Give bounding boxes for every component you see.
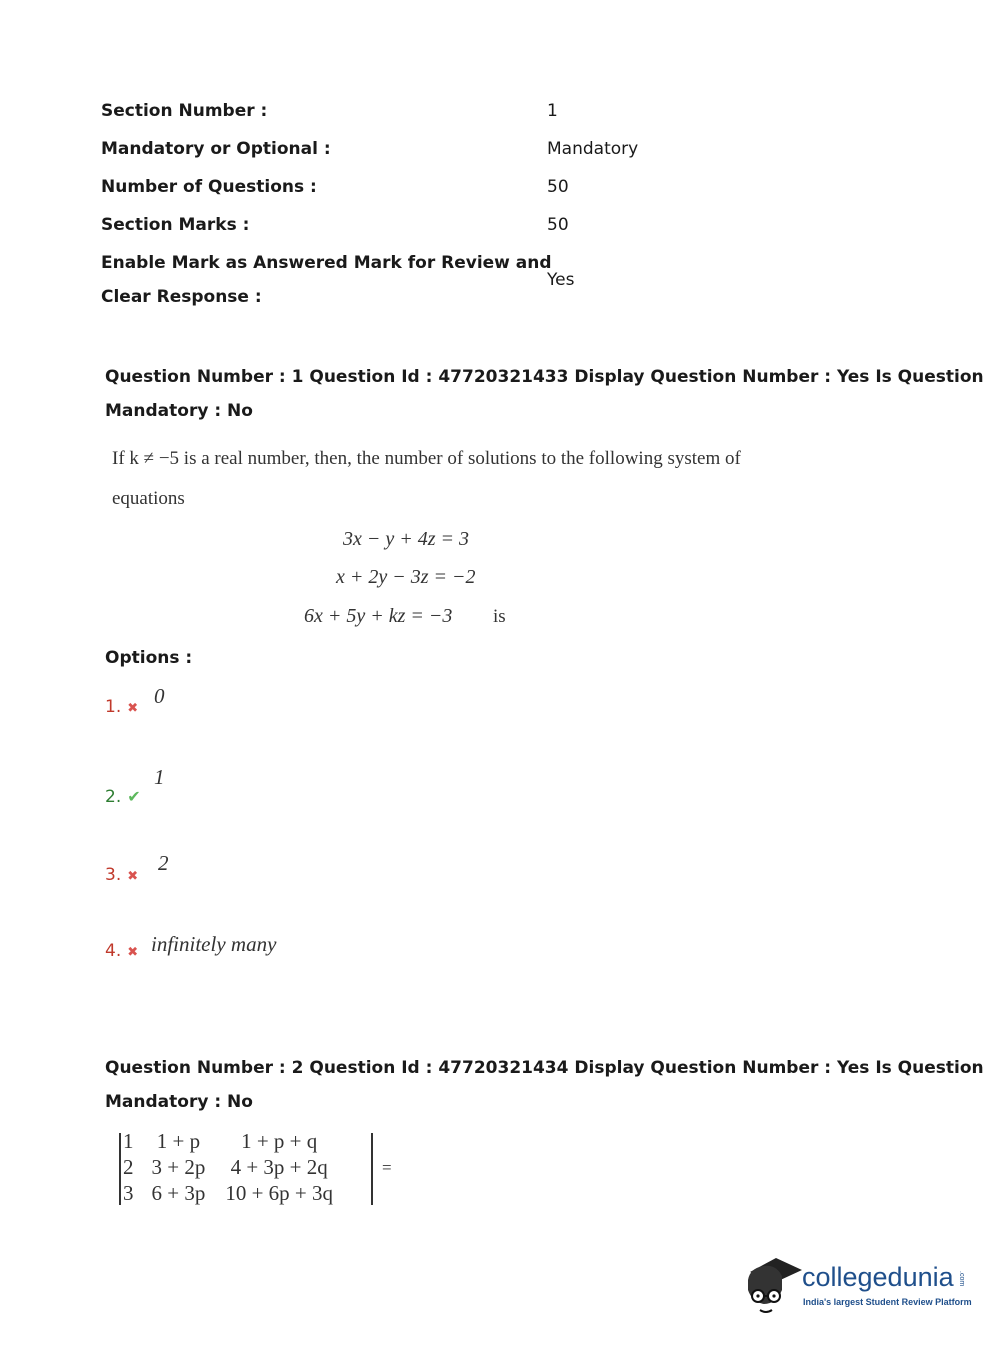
det-cell: 3 + 2p bbox=[151, 1155, 206, 1179]
options-label: Options : bbox=[105, 648, 193, 668]
determinant bbox=[119, 1128, 343, 1206]
q1-header-line2: Mandatory : No bbox=[105, 401, 253, 421]
enable-mark-label-line2: Clear Response : bbox=[101, 287, 262, 307]
q2-header-line1: Question Number : 2 Question Id : 47720321434 Display Question Number : Yes Is Question bbox=[105, 1058, 984, 1078]
q1-text-line2: equations bbox=[112, 488, 185, 509]
det-cell: 1 + p + q bbox=[241, 1129, 318, 1153]
section-marks-label: Section Marks : bbox=[101, 215, 250, 235]
logo-wordmark: collegedunia bbox=[802, 1262, 954, 1292]
det-cell: 3 bbox=[123, 1181, 134, 1205]
determinant-row bbox=[119, 1180, 343, 1206]
option-2-num: 2. bbox=[105, 787, 122, 807]
option-2-value: 1 bbox=[154, 765, 165, 789]
logo-suffix: .com bbox=[958, 1271, 965, 1287]
q2-header-line2: Mandatory : No bbox=[105, 1092, 253, 1112]
cross-icon: ✖ bbox=[127, 869, 139, 884]
cross-icon: ✖ bbox=[127, 945, 139, 960]
determinant-row bbox=[119, 1128, 343, 1154]
det-cell: 1 bbox=[123, 1129, 134, 1153]
section-number-value: 1 bbox=[547, 101, 558, 121]
mandatory-label: Mandatory or Optional : bbox=[101, 139, 331, 159]
option-4-value: infinitely many bbox=[151, 932, 277, 956]
det-cell: 6 + 3p bbox=[151, 1181, 206, 1205]
mandatory-value: Mandatory bbox=[547, 139, 639, 159]
equals-sign: = bbox=[382, 1158, 392, 1177]
q1-equation-1: 3x − y + 4z = 3 bbox=[343, 528, 470, 550]
option-3-num: 3. bbox=[105, 865, 122, 885]
det-cell: 10 + 6p + 3q bbox=[225, 1181, 334, 1205]
determinant-right-bar bbox=[371, 1133, 373, 1205]
q1-header-line1: Question Number : 1 Question Id : 47720321433 Display Question Number : Yes Is Question bbox=[105, 367, 984, 387]
det-cell: 1 + p bbox=[156, 1129, 201, 1153]
determinant-row bbox=[119, 1154, 343, 1180]
option-3-value: 2 bbox=[158, 851, 169, 875]
option-4-number bbox=[105, 941, 138, 961]
option-1-number bbox=[105, 697, 138, 717]
q1-text-line1: If k ≠ −5 is a real number, then, the number of solutions to the following system of bbox=[112, 448, 741, 469]
section-marks-value: 50 bbox=[547, 215, 569, 235]
q1-equation-2: x + 2y − 3z = −2 bbox=[336, 566, 476, 588]
mascot-icon bbox=[742, 1250, 804, 1320]
option-1-num: 1. bbox=[105, 697, 122, 717]
cross-icon: ✖ bbox=[127, 701, 139, 716]
q1-trailing-text: is bbox=[493, 606, 506, 627]
option-1-value: 0 bbox=[154, 684, 165, 708]
check-icon: ✔ bbox=[127, 787, 141, 806]
option-3-number bbox=[105, 865, 138, 885]
option-4-num: 4. bbox=[105, 941, 122, 961]
enable-mark-label-line1: Enable Mark as Answered Mark for Review and bbox=[101, 253, 552, 273]
num-questions-value: 50 bbox=[547, 177, 569, 197]
num-questions-label: Number of Questions : bbox=[101, 177, 317, 197]
enable-mark-value: Yes bbox=[547, 270, 575, 290]
q1-equation-3: 6x + 5y + kz = −3 bbox=[304, 605, 453, 627]
section-number-label: Section Number : bbox=[101, 101, 268, 121]
option-2-number bbox=[105, 787, 141, 807]
logo-tagline: India's largest Student Review Platform bbox=[803, 1297, 972, 1307]
det-cell: 2 bbox=[123, 1155, 134, 1179]
det-cell: 4 + 3p + 2q bbox=[230, 1155, 328, 1179]
